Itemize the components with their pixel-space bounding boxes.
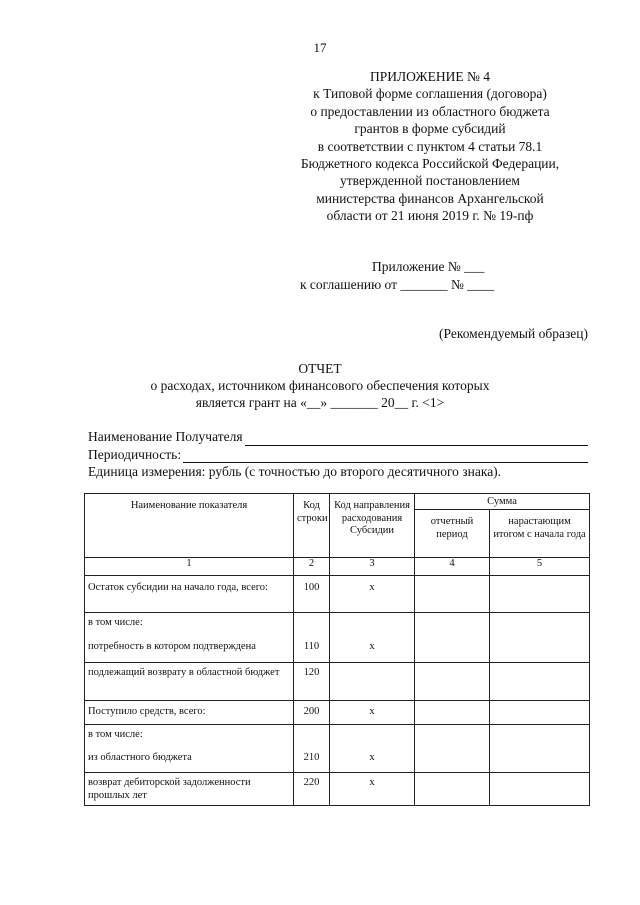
column-number: 4: [415, 558, 490, 576]
row-direction: х: [330, 633, 415, 663]
periodicity-label: Периодичность:: [88, 446, 182, 462]
row-reporting-value: [415, 701, 490, 725]
table-row: [85, 663, 590, 701]
column-numbers-row: [85, 558, 590, 576]
attachment-agreement: к соглашению от _______ № ____: [300, 277, 495, 292]
table-row: [85, 725, 590, 745]
row-cumulative-value: [490, 701, 590, 725]
row-direction: х: [330, 576, 415, 613]
recommended-sample-note: (Рекомендуемый образец): [439, 326, 588, 341]
report-heading: [0, 360, 640, 411]
periodicity-field: [88, 446, 588, 464]
appendix-line: грантов в форме субсидий: [354, 121, 506, 137]
attachment-number: Приложение № ___: [372, 259, 485, 274]
unit-label: Единица измерения: рубль (с точностью до второго десятичного знака).: [88, 464, 502, 479]
unit-line: [88, 463, 588, 481]
attachment-block: [300, 258, 580, 294]
row-direction: [330, 613, 415, 633]
row-cumulative-value: [490, 773, 590, 806]
row-name: в том числе:: [85, 613, 294, 633]
report-subtitle: о расходах, источником финансового обеспечения которых: [150, 378, 490, 393]
row-direction: х: [330, 745, 415, 773]
row-name: в том числе:: [85, 725, 294, 745]
row-direction: х: [330, 701, 415, 725]
header-code-row: Код строки: [294, 494, 330, 558]
recipient-field: [88, 428, 588, 446]
row-reporting-value: [415, 725, 490, 773]
row-code: 120: [294, 663, 330, 701]
report-table: [84, 493, 590, 806]
row-code: 220: [294, 773, 330, 806]
column-number: 5: [490, 558, 590, 576]
appendix-line: Бюджетного кодекса Российской Федерации,: [300, 156, 560, 172]
row-name: из областного бюджета: [85, 745, 294, 773]
row-reporting-value: [415, 576, 490, 613]
periodicity-blank: [183, 449, 588, 463]
row-name: возврат дебиторской задолженности прошлых лет: [85, 773, 294, 806]
table-row: [85, 701, 590, 725]
row-direction: [330, 663, 415, 701]
report-title: ОТЧЕТ: [298, 361, 342, 376]
appendix-line: министерства финансов Архангельской: [316, 190, 544, 206]
page-number: 17: [313, 40, 327, 55]
row-reporting-value: [415, 663, 490, 701]
appendix-block: [270, 68, 590, 225]
report-subtitle: является грант на «__» _______ 20__ г. <1>: [195, 395, 445, 410]
appendix-line: области от 21 июня 2019 г. № 19-пф: [326, 208, 534, 224]
report-fields: [88, 428, 588, 481]
row-code: 100: [294, 576, 330, 613]
row-direction: [330, 725, 415, 745]
table-row: [85, 773, 590, 806]
column-number: 2: [294, 558, 330, 576]
row-name: Остаток субсидии на начало года, всего:: [85, 576, 294, 613]
appendix-line: о предоставлении из областного бюджета: [310, 103, 550, 119]
row-cumulative-value: [490, 576, 590, 613]
recipient-label: Наименование Получателя: [88, 429, 243, 444]
row-name: потребность в котором подтверждена: [85, 633, 294, 663]
column-number: 1: [85, 558, 294, 576]
header-code-direction: Код направления расходования Субсидии: [330, 494, 415, 558]
row-name: Поступило средств, всего:: [85, 701, 294, 725]
header-cumulative: нарастающим итогом с начала года: [490, 510, 590, 558]
appendix-line: ПРИЛОЖЕНИЕ № 4: [369, 69, 491, 84]
header-reporting-period: отчетный период: [415, 510, 490, 558]
row-reporting-value: [415, 773, 490, 806]
row-direction: х: [330, 773, 415, 806]
header-name: Наименование показателя: [85, 494, 294, 558]
recipient-blank: [245, 432, 588, 446]
appendix-line: к Типовой форме соглашения (договора): [313, 86, 547, 102]
row-reporting-value: [415, 613, 490, 663]
appendix-line: утвержденной постановлением: [340, 173, 520, 189]
appendix-line: в соответствии с пунктом 4 статьи 78.1: [317, 138, 543, 154]
row-cumulative-value: [490, 725, 590, 773]
row-cumulative-value: [490, 663, 590, 701]
table-row: [85, 576, 590, 613]
column-number: 3: [330, 558, 415, 576]
row-code: [294, 613, 330, 633]
row-code: 200: [294, 701, 330, 725]
row-code: 110: [294, 633, 330, 663]
table-row: [85, 613, 590, 633]
row-name: подлежащий возврату в областной бюджет: [85, 663, 294, 701]
row-code: 210: [294, 745, 330, 773]
row-code: [294, 725, 330, 745]
row-cumulative-value: [490, 613, 590, 663]
header-sum: Сумма: [415, 494, 590, 510]
